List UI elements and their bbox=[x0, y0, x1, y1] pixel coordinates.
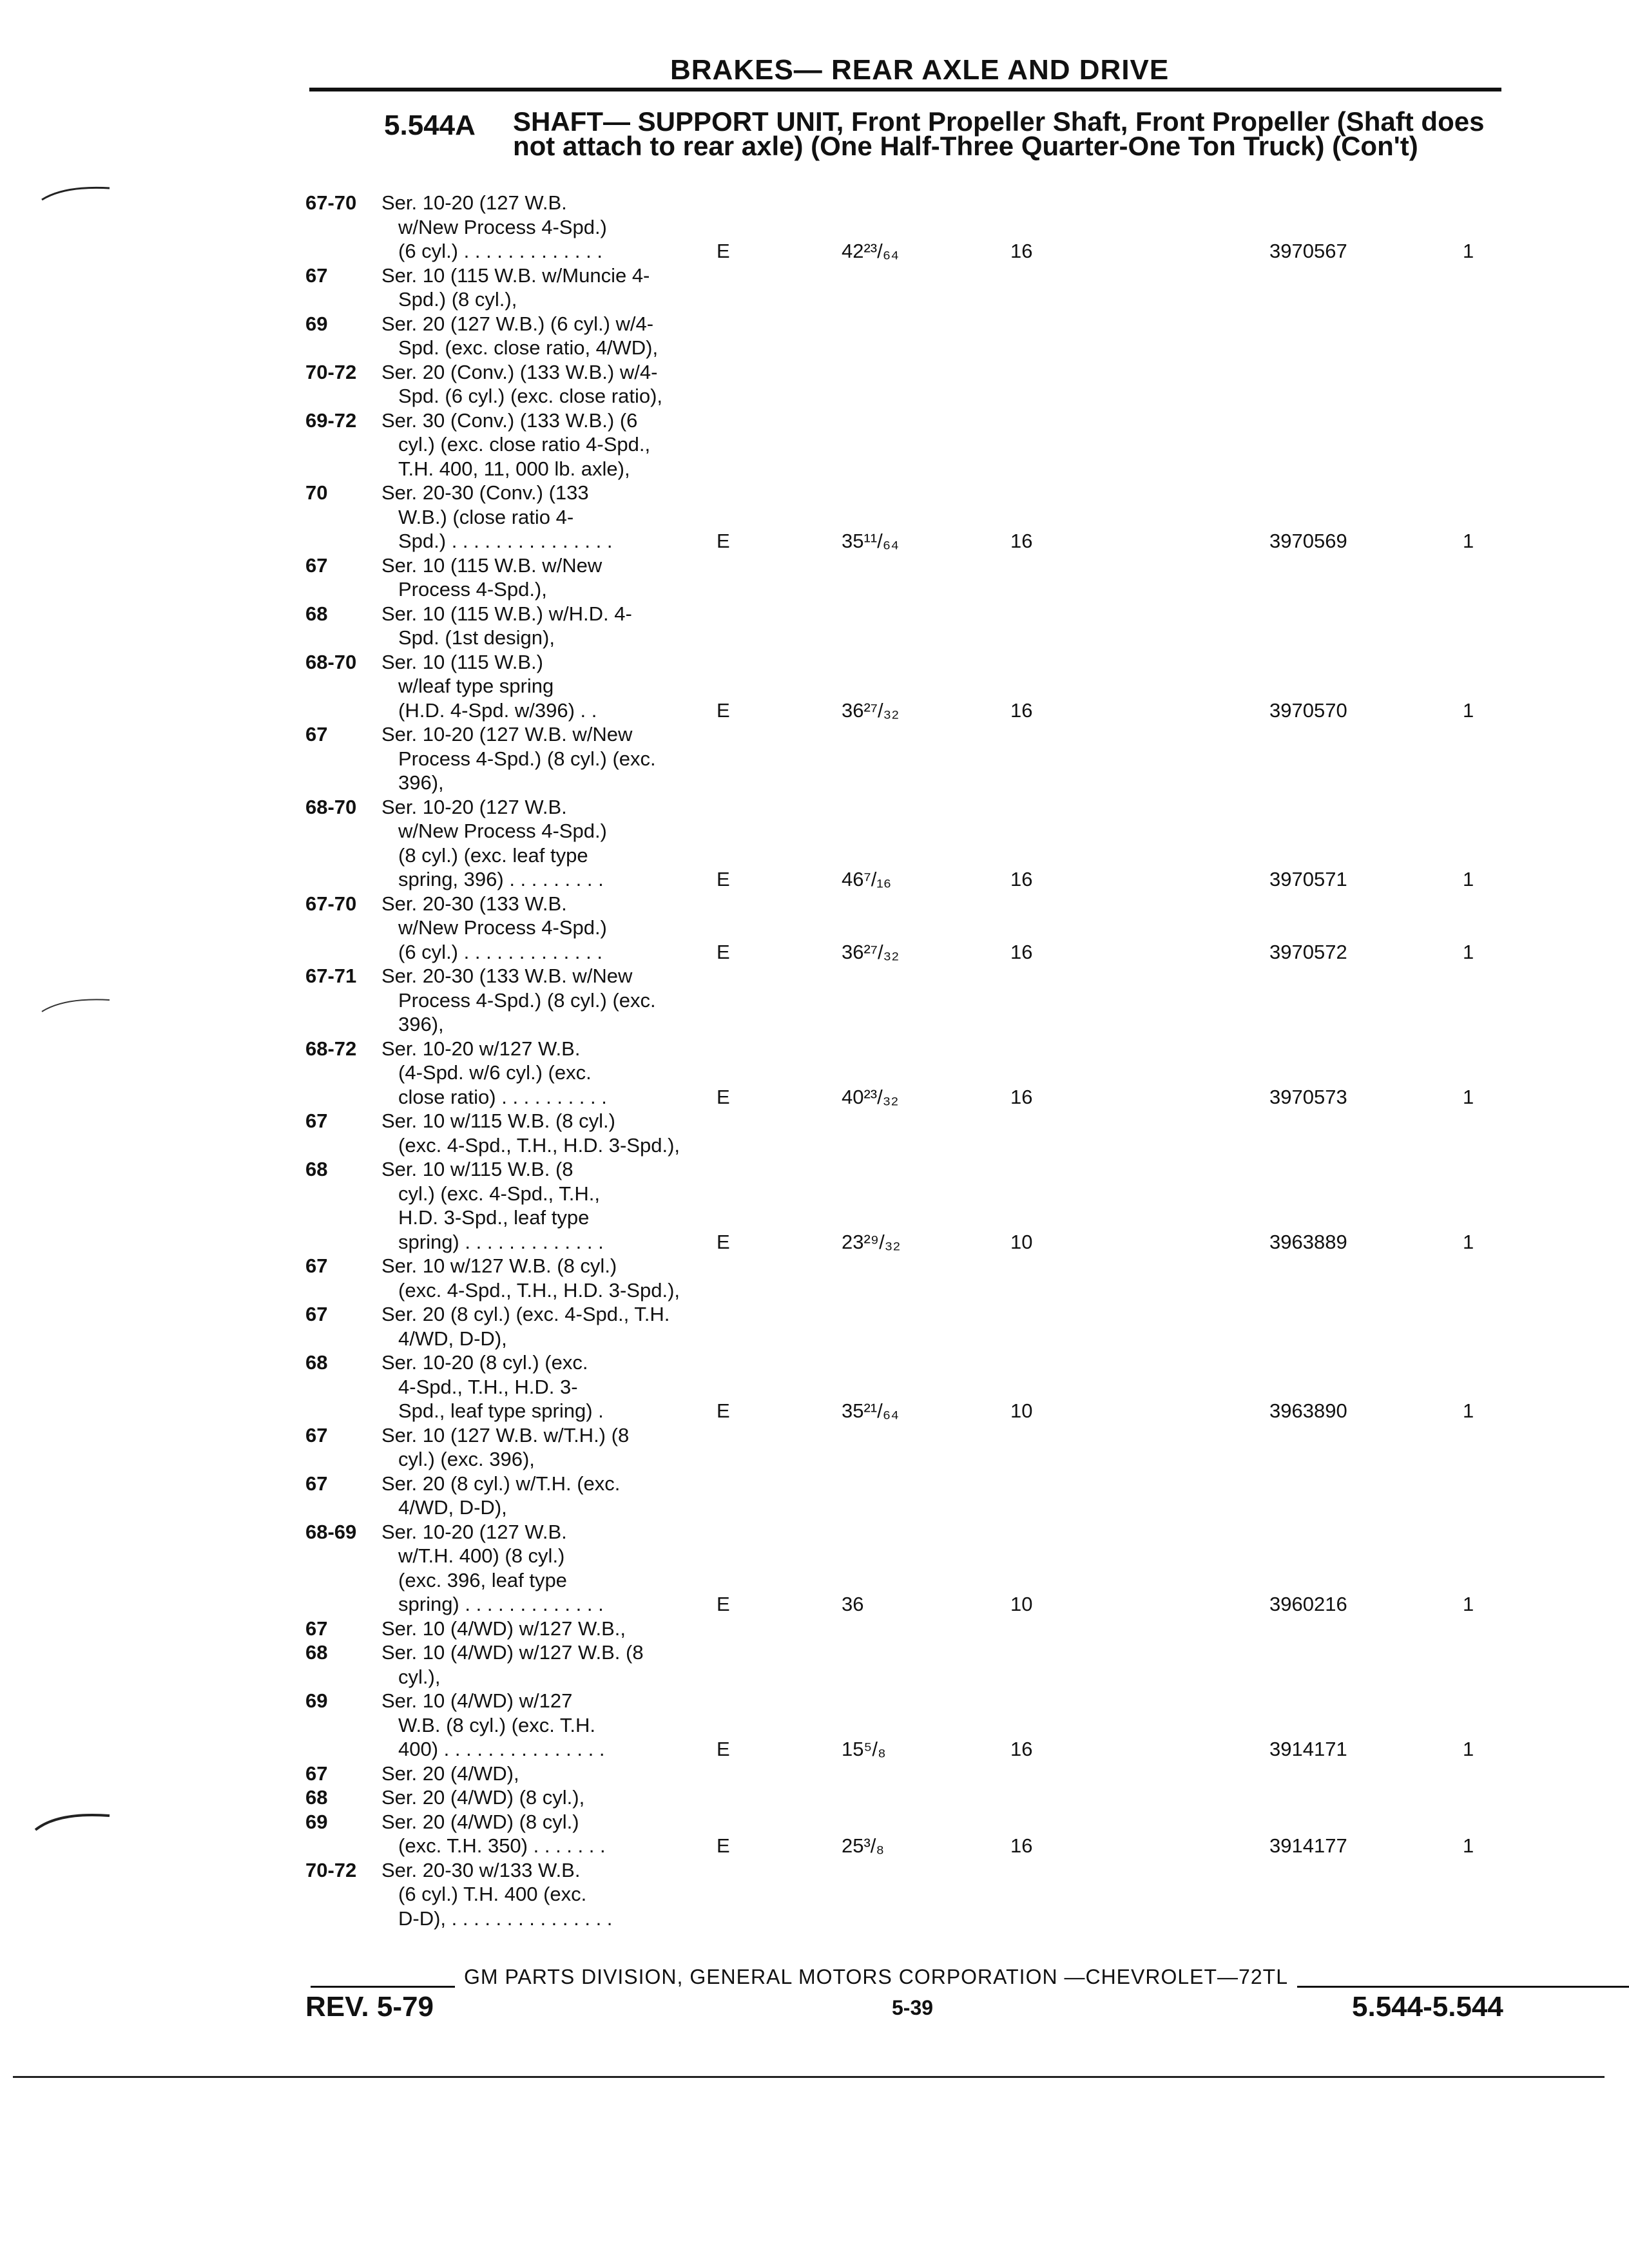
parts-entry bbox=[0, 408, 1629, 481]
model-year: 68 bbox=[305, 1351, 328, 1374]
application-text: spring) . . . . . . . . . . . . . bbox=[398, 1230, 604, 1253]
application-text: Ser. 10 (115 W.B.) w/H.D. 4- bbox=[381, 602, 632, 625]
page-header bbox=[309, 52, 1501, 91]
model-year: 67 bbox=[305, 1423, 328, 1446]
part-number: 3963890 bbox=[1269, 1399, 1347, 1422]
group-code: E bbox=[717, 868, 730, 890]
application-text: 4/WD, D-D), bbox=[398, 1327, 507, 1350]
application-text: cyl.) (exc. 4-Spd., T.H., bbox=[398, 1182, 600, 1205]
application-text: Ser. 20 (Conv.) (133 W.B.) w/4- bbox=[381, 360, 658, 383]
shaft-length: 25³/₈ bbox=[842, 1834, 885, 1857]
application-text: (H.D. 4-Spd. w/396) . . bbox=[398, 698, 597, 722]
application-text: (exc. 396, leaf type bbox=[398, 1568, 567, 1591]
shaft-length: 36²⁷/₃₂ bbox=[842, 698, 900, 722]
application-text: cyl.), bbox=[398, 1665, 441, 1688]
application-text: Ser. 10-20 (127 W.B. bbox=[381, 1520, 567, 1543]
quantity: 1 bbox=[1463, 240, 1474, 262]
application-text: Process 4-Spd.) (8 cyl.) (exc. bbox=[398, 988, 656, 1012]
application-text: (4-Spd. w/6 cyl.) (exc. bbox=[398, 1061, 592, 1084]
group-code: E bbox=[717, 530, 730, 552]
group-code: E bbox=[717, 240, 730, 262]
application-text: Ser. 10 (127 W.B. w/T.H.) (8 bbox=[381, 1423, 630, 1446]
application-text: Ser. 10 (115 W.B. w/New bbox=[381, 553, 602, 577]
model-year: 70 bbox=[305, 481, 328, 504]
application-text: Ser. 20 (4/WD) (8 cyl.), bbox=[381, 1786, 585, 1809]
quantity: 1 bbox=[1463, 1834, 1474, 1857]
section-range: 5.544-5.544 bbox=[1352, 1991, 1503, 2023]
application-text: Ser. 10 (115 W.B. w/Muncie 4- bbox=[381, 264, 650, 287]
application-text: (6 cyl.) . . . . . . . . . . . . . bbox=[398, 940, 602, 963]
footer-text: GM PARTS DIVISION, GENERAL MOTORS CORPORATION —CHEVROLET—72TL bbox=[455, 1965, 1297, 1989]
model-year: 69 bbox=[305, 1689, 328, 1712]
application-text: Ser. 10 w/115 W.B. (8 bbox=[381, 1158, 574, 1180]
group-code: E bbox=[717, 940, 730, 963]
application-text: Ser. 10 w/115 W.B. (8 cyl.) bbox=[381, 1110, 615, 1132]
application-text: 396), bbox=[398, 1013, 444, 1035]
part-number: 3970572 bbox=[1269, 940, 1347, 963]
application-text: Ser. 20 (8 cyl.) (exc. 4-Spd., T.H. bbox=[381, 1303, 670, 1325]
application-text: Ser. 10 (4/WD) w/127 W.B. (8 bbox=[381, 1641, 644, 1664]
application-text: Spd. (6 cyl.) (exc. close ratio), bbox=[398, 385, 663, 407]
application-text: (8 cyl.) (exc. leaf type bbox=[398, 843, 588, 867]
quantity: 1 bbox=[1463, 1738, 1474, 1760]
quantity: 1 bbox=[1463, 1085, 1474, 1108]
page-number: 5-39 bbox=[892, 1996, 934, 2019]
scan-edge-line bbox=[13, 2076, 1605, 2078]
shaft-length: 36²⁷/₃₂ bbox=[842, 940, 900, 963]
parts-entry bbox=[0, 553, 1629, 602]
spline-count: 10 bbox=[1010, 1399, 1033, 1422]
parts-entry bbox=[0, 964, 1629, 1037]
model-year: 68-72 bbox=[305, 1037, 357, 1060]
parts-entry bbox=[0, 1472, 1629, 1520]
model-year: 67-70 bbox=[305, 892, 357, 915]
parts-entry bbox=[0, 1762, 1629, 1786]
revision-label: REV. 5-79 bbox=[305, 1991, 434, 2023]
model-year: 68-69 bbox=[305, 1520, 357, 1543]
parts-entry bbox=[0, 1785, 1629, 1810]
parts-entry bbox=[0, 650, 1629, 723]
spline-count: 16 bbox=[1010, 868, 1033, 890]
model-year: 67 bbox=[305, 264, 328, 287]
application-text: w/leaf type spring bbox=[398, 675, 554, 697]
application-text: Spd.) (8 cyl.), bbox=[398, 288, 517, 311]
parts-entry bbox=[0, 1350, 1629, 1423]
spline-count: 16 bbox=[1010, 698, 1033, 722]
group-code: E bbox=[717, 1230, 730, 1253]
shaft-length: 42²³/₆₄ bbox=[842, 240, 899, 262]
model-year: 68-70 bbox=[305, 650, 357, 673]
application-text: Ser. 30 (Conv.) (133 W.B.) (6 bbox=[381, 408, 638, 432]
application-text: Ser. 10-20 w/127 W.B. bbox=[381, 1037, 581, 1060]
parts-entry bbox=[0, 892, 1629, 965]
scan-artifact-mark bbox=[39, 992, 116, 1018]
parts-entry bbox=[0, 1157, 1629, 1254]
quantity: 1 bbox=[1463, 1230, 1474, 1253]
part-number: 3970567 bbox=[1269, 240, 1347, 262]
quantity: 1 bbox=[1463, 940, 1474, 963]
application-text: cyl.) (exc. close ratio 4-Spd., bbox=[398, 433, 651, 456]
parts-entry bbox=[0, 1689, 1629, 1762]
model-year: 70-72 bbox=[305, 1858, 357, 1881]
parts-entry bbox=[0, 1858, 1629, 1931]
parts-entry bbox=[0, 191, 1629, 264]
parts-entry bbox=[0, 1302, 1629, 1350]
model-year: 67 bbox=[305, 1110, 328, 1132]
model-year: 69 bbox=[305, 1810, 328, 1833]
application-text: (exc. 4-Spd., T.H., H.D. 3-Spd.), bbox=[398, 1133, 680, 1157]
application-text: Ser. 20-30 (133 W.B. w/New bbox=[381, 965, 633, 987]
application-text: Ser. 10 (115 W.B.) bbox=[381, 650, 543, 673]
application-text: Ser. 10-20 (127 W.B. w/New bbox=[381, 723, 633, 745]
application-text: Ser. 10 w/127 W.B. (8 cyl.) bbox=[381, 1254, 617, 1277]
application-text: Spd., leaf type spring) . bbox=[398, 1399, 604, 1422]
model-year: 67-71 bbox=[305, 965, 357, 987]
group-code: E bbox=[717, 1738, 730, 1760]
model-year: 67 bbox=[305, 553, 328, 577]
model-year: 68 bbox=[305, 602, 328, 625]
application-text: spring) . . . . . . . . . . . . . bbox=[398, 1593, 604, 1615]
part-number: 3960216 bbox=[1269, 1593, 1347, 1615]
application-text: Ser. 10-20 (127 W.B. bbox=[381, 795, 567, 818]
application-text: 396), bbox=[398, 771, 444, 794]
spline-count: 16 bbox=[1010, 1834, 1033, 1857]
shaft-length: 46⁷/₁₆ bbox=[842, 868, 892, 890]
quantity: 1 bbox=[1463, 530, 1474, 552]
application-text: Spd.) . . . . . . . . . . . . . . . bbox=[398, 530, 613, 552]
parts-entry bbox=[0, 1254, 1629, 1302]
application-text: Ser. 20 (4/WD), bbox=[381, 1762, 519, 1785]
shaft-length: 35²¹/₆₄ bbox=[842, 1399, 899, 1422]
parts-entry bbox=[0, 360, 1629, 408]
model-year: 67 bbox=[305, 1762, 328, 1785]
application-text: T.H. 400, 11, 000 lb. axle), bbox=[398, 457, 630, 480]
shaft-length: 40²³/₃₂ bbox=[842, 1085, 899, 1108]
model-year: 68 bbox=[305, 1158, 328, 1180]
part-number: 3914171 bbox=[1269, 1738, 1347, 1760]
section-title: SHAFT— SUPPORT UNIT, Front Propeller Shaft, Front Propeller (Shaft does not attach to rear axle) (One Half-Three Quarter-One Ton Truck) (Con't) bbox=[513, 106, 1485, 161]
spline-count: 10 bbox=[1010, 1593, 1033, 1615]
parts-entry bbox=[0, 1423, 1629, 1472]
model-year: 68-70 bbox=[305, 795, 357, 818]
scan-artifact-mark bbox=[39, 180, 116, 206]
parts-entry bbox=[0, 1617, 1629, 1641]
quantity: 1 bbox=[1463, 868, 1474, 890]
application-text: Process 4-Spd.), bbox=[398, 578, 547, 601]
application-text: close ratio) . . . . . . . . . . bbox=[398, 1085, 607, 1108]
application-text: Ser. 10-20 (127 W.B. bbox=[381, 191, 567, 214]
parts-entry bbox=[0, 1520, 1629, 1617]
quantity: 1 bbox=[1463, 698, 1474, 722]
shaft-length: 35¹¹/₆₄ bbox=[842, 530, 899, 552]
parts-entry bbox=[0, 1810, 1629, 1858]
application-text: Ser. 10-20 (8 cyl.) (exc. bbox=[381, 1351, 588, 1374]
model-year: 67 bbox=[305, 723, 328, 745]
group-code: E bbox=[717, 1399, 730, 1422]
spline-count: 16 bbox=[1010, 1085, 1033, 1108]
part-number: 3963889 bbox=[1269, 1230, 1347, 1253]
model-year: 70-72 bbox=[305, 360, 357, 383]
application-text: Ser. 20 (4/WD) (8 cyl.) bbox=[381, 1810, 579, 1833]
application-text: Ser. 20-30 w/133 W.B. bbox=[381, 1858, 581, 1881]
application-text: (6 cyl.) . . . . . . . . . . . . . bbox=[398, 240, 602, 262]
parts-entry bbox=[0, 1640, 1629, 1689]
application-text: w/T.H. 400) (8 cyl.) bbox=[398, 1544, 565, 1567]
quantity: 1 bbox=[1463, 1593, 1474, 1615]
application-text: Process 4-Spd.) (8 cyl.) (exc. bbox=[398, 747, 656, 770]
shaft-length: 36 bbox=[842, 1593, 864, 1615]
parts-entry bbox=[0, 312, 1629, 360]
parts-entry bbox=[0, 264, 1629, 312]
model-year: 67 bbox=[305, 1303, 328, 1325]
parts-entry bbox=[0, 722, 1629, 795]
group-code: E bbox=[717, 1834, 730, 1857]
part-number: 3970569 bbox=[1269, 530, 1347, 552]
section-number: 5.544A bbox=[384, 110, 476, 141]
part-number: 3914177 bbox=[1269, 1834, 1347, 1857]
parts-entry bbox=[0, 795, 1629, 892]
spline-count: 16 bbox=[1010, 530, 1033, 552]
application-text: 4/WD, D-D), bbox=[398, 1496, 507, 1519]
application-text: Ser. 10 (4/WD) w/127 bbox=[381, 1689, 573, 1712]
application-text: spring, 396) . . . . . . . . . bbox=[398, 868, 604, 890]
model-year: 67 bbox=[305, 1617, 328, 1640]
part-number: 3970571 bbox=[1269, 868, 1347, 890]
scan-artifact-mark bbox=[32, 1804, 116, 1836]
application-text: (6 cyl.) T.H. 400 (exc. bbox=[398, 1883, 587, 1905]
application-text: Ser. 20 (127 W.B.) (6 cyl.) w/4- bbox=[381, 312, 654, 335]
application-text: (exc. T.H. 350) . . . . . . . bbox=[398, 1834, 606, 1857]
application-text: Ser. 20 (8 cyl.) w/T.H. (exc. bbox=[381, 1472, 621, 1495]
application-text: Ser. 20-30 (133 W.B. bbox=[381, 892, 567, 915]
model-year: 69-72 bbox=[305, 408, 357, 432]
application-text: 400) . . . . . . . . . . . . . . . bbox=[398, 1738, 605, 1760]
spline-count: 10 bbox=[1010, 1230, 1033, 1253]
application-text: Ser. 20-30 (Conv.) (133 bbox=[381, 481, 589, 504]
model-year: 67 bbox=[305, 1254, 328, 1277]
quantity: 1 bbox=[1463, 1399, 1474, 1422]
part-number: 3970573 bbox=[1269, 1085, 1347, 1108]
spline-count: 16 bbox=[1010, 1738, 1033, 1760]
parts-entry bbox=[0, 1109, 1629, 1157]
application-text: Spd. (exc. close ratio, 4/WD), bbox=[398, 336, 659, 359]
parts-entry bbox=[0, 1037, 1629, 1110]
application-text: (exc. 4-Spd., T.H., H.D. 3-Spd.), bbox=[398, 1278, 680, 1302]
application-text: w/New Process 4-Spd.) bbox=[398, 215, 607, 238]
application-text: Ser. 10 (4/WD) w/127 W.B., bbox=[381, 1617, 626, 1640]
application-text: w/New Process 4-Spd.) bbox=[398, 916, 607, 939]
spline-count: 16 bbox=[1010, 240, 1033, 262]
shaft-length: 23²⁹/₃₂ bbox=[842, 1230, 901, 1253]
part-number: 3970570 bbox=[1269, 698, 1347, 722]
model-year: 69 bbox=[305, 312, 328, 335]
model-year: 68 bbox=[305, 1786, 328, 1809]
application-text: W.B.) (close ratio 4- bbox=[398, 505, 574, 528]
application-text: D-D), . . . . . . . . . . . . . . . bbox=[398, 1907, 613, 1930]
header-title: BRAKES— REAR AXLE AND DRIVE bbox=[670, 54, 1170, 86]
group-code: E bbox=[717, 1593, 730, 1615]
application-text: w/New Process 4-Spd.) bbox=[398, 820, 607, 842]
application-text: Spd. (1st design), bbox=[398, 626, 555, 649]
application-text: W.B. (8 cyl.) (exc. T.H. bbox=[398, 1713, 596, 1736]
shaft-length: 15⁵/₈ bbox=[842, 1738, 886, 1760]
group-code: E bbox=[717, 1085, 730, 1108]
spline-count: 16 bbox=[1010, 940, 1033, 963]
model-year: 68 bbox=[305, 1641, 328, 1664]
parts-entry bbox=[0, 481, 1629, 553]
application-text: H.D. 3-Spd., leaf type bbox=[398, 1206, 590, 1229]
group-code: E bbox=[717, 698, 730, 722]
application-text: 4-Spd., T.H., H.D. 3- bbox=[398, 1375, 578, 1398]
application-text: cyl.) (exc. 396), bbox=[398, 1448, 535, 1470]
parts-entry bbox=[0, 602, 1629, 650]
model-year: 67 bbox=[305, 1472, 328, 1495]
model-year: 67-70 bbox=[305, 191, 357, 214]
